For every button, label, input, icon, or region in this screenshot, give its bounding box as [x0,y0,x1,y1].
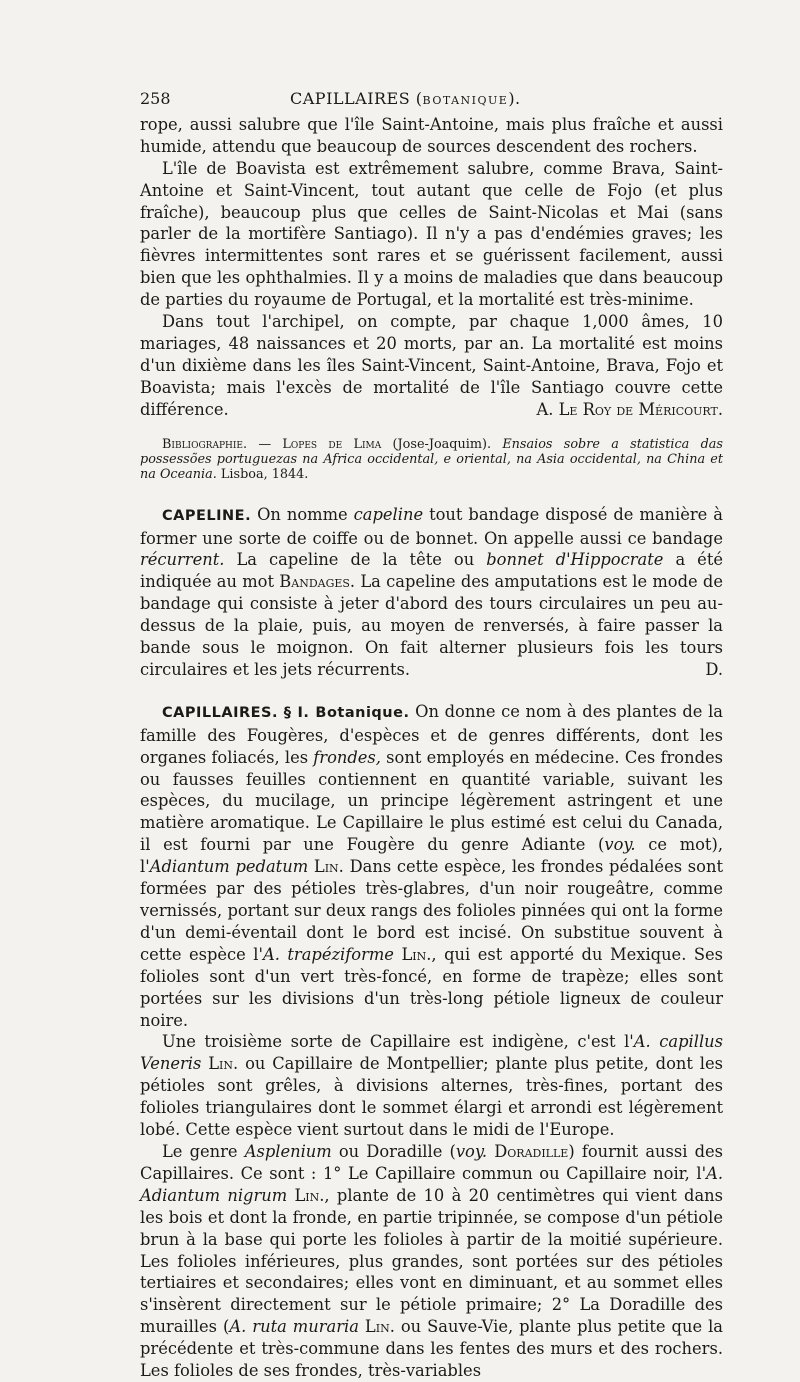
author-signature: D. [705,659,723,679]
entry-capillaires: CAPILLAIRES. § I. Botanique. On donne ce nom à des plantes de la famille des Fougères, d'espèces et de genres différents, dont les organes foliacés, les frondes, sont employés en médecine. Ces frondes ou fausses feuilles contiennent en quantité variable, suivant les espèces, du mucilage, un principe légèrement astringent et une matière aromatique. Le Capillaire le plus estimé est celui du Canada, il est fourni par une Fougère du genre Adiante (voy. ce mot), l'Adiantum pedatum Lin. Dans cette espèce, les frondes pédalées sont formées par des pétioles très-glabres, d'un noir rougeâtre, comme vernissés, portant sur deux rangs des folioles pinnées qui ont la forme d'un demi-éventail dont le bord est incisé. On substitue souvent à cette espèce l'A. trapéziforme Lin., qui est apporté du Mexique. Ses folioles sont d'un vert très-foncé, en forme de trapèze; elles sont portées sur les divisions d'un très-long pétiole ligneux de couleur noire. [140,701,724,1030]
section-heading: § I. Botanique. [283,704,410,721]
author-signature: A. Le Roy de Méricourt. [536,399,723,419]
paragraph-capillus-veneris: Une troisième sorte de Capillaire est indigène, c'est l'A. capillus Veneris Lin. ou Capillaire de Montpellier; plante plus petite, dont les pétioles sont grêles, à divisions alternes, très-fines, portant des folioles triangulaires dont le sommet élargi et arrondi est légèrement lobé. Cette espèce vient surtout dans le midi de l'Europe. [140,1032,723,1140]
page-number: 258 [140,89,171,108]
paragraph-boavista: L'île de Boavista est extrêmement salubre, comme Brava, Saint-Antoine et Saint-Vincent, tout autant que celle de Fojo (et plus fraîche), beaucoup plus que celles de Saint-Nicolas et Mai (sans parler de la mortifère Santiago). Il n'y a pas d'endémies graves; les fièvres intermittentes sont rares et se guérissent facilement, aussi bien que les ophthalmies. Il y a moins de maladies que dans beaucoup de parties du royaume de Portugal, et la mortalité est très-minime. [140,158,723,310]
paragraph-statistics: Dans tout l'archipel, on compte, par chaque 1,000 âmes, 10 mariages, 48 naissances et 20 morts, par an. La mortalité est moins d'un dixième dans les îles Saint-Vincent, Saint-Antoine, Brava, Fojo et Boavista; mais l'excès de mortalité de l'île Santiago couvre cette différence. A. Le Roy de Méricourt. [140,312,723,419]
page-body [140,88,723,1382]
page-header [140,88,723,112]
bibliography: Bibliographie. — Lopes de Lima (Jose-Joaquim). Ensaios sobre a statistica das possessões portuguezas na Africa occidental, e oriental, na Asia occidental, na China et na Oceania. Lisboa, 1844. [140,436,723,482]
paragraph-asplenium: Le genre Asplenium ou Doradille (voy. Doradille) fournit aussi des Capillaires. Ce sont : 1° Le Capillaire commun ou Capillaire noir, l'A. Adiantum nigrum Lin., plante de 10 à 20 centimètres qui vient dans les bois et dont la fronde, en partie tripinnée, se compose d'un pétiole brun à la base qui porte les folioles à partir de la moitié supérieure. Les folioles inférieures, plus grandes, sont portées sur des pétioles tertiaires et secondaires; elles vont en diminuant, et au sommet elles s'insèrent directement sur le pétiole primaire; 2° La Doradille des murailles (A. ruta muraria Lin. ou Sauve-Vie, plante plus petite que la précédente et très-commune dans les fentes des murs et des rochers. Les folioles de ses frondes, très-variables [140,1141,724,1381]
entry-capeline: CAPELINE. On nomme capeline tout bandage disposé de manière à former une sorte de coiffe ou de bonnet. On appelle aussi ce bandage récurrent. La capeline de la tête ou bonnet d'Hippocrate a été indiquée au mot Bandages. La capeline des amputations est le mode de bandage qui consiste à jeter d'abord des tours circulaires un peu au-dessus de la plaie, puis, au moyen de renversés, à faire passer la bande sous le moignon. On fait alterner plusieurs fois les tours circulaires et les jets récurrents. D. [140,504,723,679]
entry-headword: CAPELINE. [162,507,252,524]
paragraph-continuation: rope, aussi salubre que l'île Saint-Antoine, mais plus fraîche et aussi humide, attendu que beaucoup de sources descendent des rochers. [140,114,723,156]
entry-headword: CAPILLAIRES. [162,704,279,721]
running-head: CAPILLAIRES (BOTANIQUE). [290,89,521,108]
